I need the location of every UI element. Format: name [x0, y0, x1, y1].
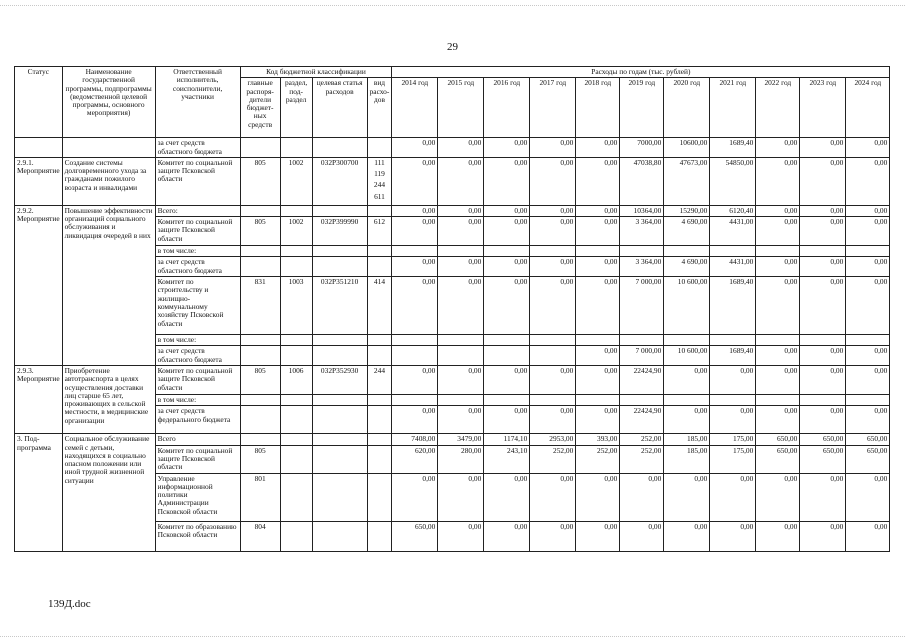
value-cell: 6120,40 — [710, 205, 756, 216]
value-cell: 650,00 — [800, 434, 846, 445]
value-cell: 7408,00 — [392, 434, 438, 445]
value-cell: 0,00 — [756, 521, 800, 551]
value-cell: 252,00 — [530, 445, 576, 473]
value-cell: 0,00 — [484, 365, 530, 394]
header-name: Наименование государственной программы, подпрограммы (ведомственной целевой программы, основного мероприятия) — [62, 67, 155, 138]
value-cell: 0,00 — [664, 406, 710, 434]
value-cell: 0,00 — [530, 217, 576, 246]
value-cell: 175,00 — [710, 434, 756, 445]
vr-code: 111 — [374, 157, 385, 167]
value-cell: 0,00 — [392, 157, 438, 205]
value-cell: 3479,00 — [438, 434, 484, 445]
executor-cell: Всего: — [155, 205, 240, 216]
value-cell: 0,00 — [800, 365, 846, 394]
value-cell: 0,00 — [846, 473, 890, 521]
header-executor: Ответственный исполнитель, соисполнители, участники — [155, 67, 240, 138]
value-cell: 0,00 — [710, 473, 756, 521]
value-cell: 0,00 — [484, 406, 530, 434]
value-cell: 0,00 — [484, 277, 530, 335]
status-cell — [15, 138, 63, 158]
header-year: 2022 год — [756, 78, 800, 138]
value-cell: 650,00 — [846, 445, 890, 473]
status-cell: 2.9.3. Мероприятие — [15, 365, 63, 433]
vr-code: 611 — [374, 191, 385, 201]
value-cell: 0,00 — [846, 346, 890, 366]
grbs-cell: 804 — [240, 521, 280, 551]
value-cell: 252,00 — [620, 445, 664, 473]
value-cell: 0,00 — [846, 277, 890, 335]
header-year: 2023 год — [800, 78, 846, 138]
header-expenses: Расходы по годам (тыс. рублей) — [392, 67, 890, 78]
value-cell: 0,00 — [392, 365, 438, 394]
table-row — [15, 138, 890, 158]
value-cell: 0,00 — [530, 406, 576, 434]
header-csr: целевая статья расходов — [312, 78, 367, 138]
grbs-cell: 801 — [240, 473, 280, 521]
executor-cell: за счет средств федерального бюджета — [155, 406, 240, 434]
value-cell: 0,00 — [576, 138, 620, 158]
executor-cell: за счет средств областного бюджета — [155, 257, 240, 277]
value-cell: 0,00 — [392, 205, 438, 216]
name-cell: Создание системы долговременного ухода за гражданами пожилого возраста и инвалидами — [62, 157, 155, 205]
name-cell: Социальное обслуживание семей с детьми, находящихся в социально опасном положении или иной трудной жизненной ситуации — [62, 434, 155, 551]
header-razdel: раздел, под-раздел — [280, 78, 312, 138]
value-cell: 0,00 — [576, 205, 620, 216]
header-status: Статус — [15, 67, 63, 138]
value-cell: 0,00 — [576, 346, 620, 366]
value-cell: 0,00 — [530, 257, 576, 277]
value-cell: 0,00 — [438, 521, 484, 551]
value-cell: 0,00 — [846, 521, 890, 551]
value-cell: 0,00 — [530, 473, 576, 521]
vr-cell: 414 — [367, 277, 392, 335]
value-cell: 0,00 — [484, 521, 530, 551]
value-cell: 0,00 — [392, 473, 438, 521]
header-year: 2016 год — [484, 78, 530, 138]
value-cell: 0,00 — [664, 521, 710, 551]
value-cell: 393,00 — [576, 434, 620, 445]
value-cell: 175,00 — [710, 445, 756, 473]
value-cell: 280,00 — [438, 445, 484, 473]
executor-cell: Комитет по строительству и жилищно-коммунальному хозяйству Псковской области — [155, 277, 240, 335]
value-cell: 15290,00 — [664, 205, 710, 216]
value-cell: 0,00 — [664, 473, 710, 521]
value-cell: 0,00 — [576, 521, 620, 551]
table-row — [15, 434, 890, 445]
value-cell: 22424,90 — [620, 406, 664, 434]
value-cell: 0,00 — [392, 138, 438, 158]
value-cell: 0,00 — [530, 365, 576, 394]
value-cell: 22424,90 — [620, 365, 664, 394]
value-cell: 0,00 — [438, 138, 484, 158]
value-cell: 0,00 — [576, 157, 620, 205]
value-cell: 0,00 — [800, 217, 846, 246]
value-cell: 0,00 — [846, 406, 890, 434]
value-cell: 0,00 — [846, 157, 890, 205]
grbs-cell: 805 — [240, 217, 280, 246]
razdel-cell: 1002 — [280, 217, 312, 246]
value-cell: 0,00 — [576, 365, 620, 394]
executor-cell: за счет средств областного бюджета — [155, 138, 240, 158]
value-cell: 0,00 — [530, 205, 576, 216]
value-cell: 0,00 — [800, 157, 846, 205]
name-cell — [62, 138, 155, 158]
value-cell: 0,00 — [846, 257, 890, 277]
value-cell: 1689,40 — [710, 138, 756, 158]
header-grbs: главные распоря-дители бюджет-ных средств — [240, 78, 280, 138]
grbs-cell: 805 — [240, 157, 280, 205]
value-cell: 4431,00 — [710, 257, 756, 277]
executor-cell: в том числе: — [155, 246, 240, 257]
value-cell: 243,10 — [484, 445, 530, 473]
scan-edge-top — [0, 5, 905, 6]
value-cell: 0,00 — [756, 277, 800, 335]
value-cell — [392, 346, 438, 366]
value-cell: 0,00 — [530, 157, 576, 205]
value-cell: 650,00 — [756, 445, 800, 473]
value-cell: 650,00 — [756, 434, 800, 445]
value-cell: 3 364,00 — [620, 217, 664, 246]
value-cell: 0,00 — [438, 406, 484, 434]
value-cell: 0,00 — [756, 138, 800, 158]
executor-cell: Комитет по социальной защите Псковской области — [155, 365, 240, 394]
status-cell: 3. Под-программа — [15, 434, 63, 551]
value-cell: 0,00 — [438, 365, 484, 394]
value-cell: 0,00 — [800, 277, 846, 335]
grbs-cell: 805 — [240, 365, 280, 394]
value-cell: 10364,00 — [620, 205, 664, 216]
executor-cell: Всего — [155, 434, 240, 445]
value-cell: 10 600,00 — [664, 277, 710, 335]
executor-cell: в том числе: — [155, 335, 240, 346]
value-cell: 0,00 — [438, 473, 484, 521]
header-year: 2014 год — [392, 78, 438, 138]
vr-code: 244 — [373, 180, 386, 190]
csr-cell: 032P352930 — [312, 365, 367, 394]
value-cell: 0,00 — [484, 473, 530, 521]
csr-cell: 032P351210 — [312, 277, 367, 335]
razdel-cell: 1002 — [280, 157, 312, 205]
value-cell: 0,00 — [392, 217, 438, 246]
value-cell: 0,00 — [756, 157, 800, 205]
value-cell: 650,00 — [392, 521, 438, 551]
header-year: 2024 год — [846, 78, 890, 138]
value-cell: 650,00 — [800, 445, 846, 473]
header-kbk: Код бюджетной классификации — [240, 67, 392, 78]
value-cell: 0,00 — [530, 521, 576, 551]
value-cell: 252,00 — [576, 445, 620, 473]
value-cell: 1689,40 — [710, 346, 756, 366]
value-cell: 0,00 — [620, 473, 664, 521]
value-cell: 4 690,00 — [664, 257, 710, 277]
value-cell: 0,00 — [756, 257, 800, 277]
executor-cell: Комитет по социальной защите Псковской области — [155, 445, 240, 473]
value-cell: 0,00 — [438, 157, 484, 205]
value-cell: 0,00 — [438, 205, 484, 216]
value-cell: 4431,00 — [710, 217, 756, 246]
executor-cell: Комитет по социальной защите Псковской области — [155, 157, 240, 205]
value-cell: 0,00 — [576, 406, 620, 434]
value-cell: 0,00 — [800, 406, 846, 434]
value-cell: 7 000,00 — [620, 277, 664, 335]
value-cell: 47038,80 — [620, 157, 664, 205]
value-cell: 0,00 — [800, 257, 846, 277]
table-row — [15, 205, 890, 216]
budget-table — [14, 66, 890, 552]
header-year: 2021 год — [710, 78, 756, 138]
grbs-cell: 831 — [240, 277, 280, 335]
value-cell: 0,00 — [800, 205, 846, 216]
value-cell: 0,00 — [576, 473, 620, 521]
table-row — [15, 157, 890, 205]
vr-cell: 612 — [367, 217, 392, 246]
value-cell: 650,00 — [846, 434, 890, 445]
value-cell: 0,00 — [800, 138, 846, 158]
value-cell: 0,00 — [664, 365, 710, 394]
value-cell: 47673,00 — [664, 157, 710, 205]
header-year: 2020 год — [664, 78, 710, 138]
razdel-cell: 1003 — [280, 277, 312, 335]
value-cell: 0,00 — [800, 473, 846, 521]
document-filename: 139Д.doc — [48, 598, 91, 610]
vr-code: 119 — [374, 169, 385, 179]
value-cell — [530, 346, 576, 366]
razdel-cell: 1006 — [280, 365, 312, 394]
value-cell: 0,00 — [530, 138, 576, 158]
value-cell: 1174,10 — [484, 434, 530, 445]
value-cell: 0,00 — [484, 138, 530, 158]
value-cell: 0,00 — [438, 257, 484, 277]
header-year: 2017 год — [530, 78, 576, 138]
value-cell: 0,00 — [756, 205, 800, 216]
value-cell: 0,00 — [484, 257, 530, 277]
executor-cell: Комитет по образованию Псковской области — [155, 521, 240, 551]
value-cell: 0,00 — [756, 365, 800, 394]
value-cell — [484, 346, 530, 366]
name-cell: Повышение эффективности организаций социального обслуживания и ликвидация очередей в них — [62, 205, 155, 365]
value-cell: 0,00 — [530, 277, 576, 335]
value-cell — [438, 346, 484, 366]
grbs-cell: 805 — [240, 445, 280, 473]
value-cell: 0,00 — [392, 277, 438, 335]
executor-cell: в том числе: — [155, 394, 240, 405]
value-cell: 54850,00 — [710, 157, 756, 205]
value-cell: 10 600,00 — [664, 346, 710, 366]
header-year: 2019 год — [620, 78, 664, 138]
header-vr: вид расхо-дов — [367, 78, 392, 138]
value-cell: 4 690,00 — [664, 217, 710, 246]
value-cell: 0,00 — [710, 521, 756, 551]
value-cell: 1689,40 — [710, 277, 756, 335]
value-cell: 0,00 — [846, 205, 890, 216]
status-cell: 2.9.2. Мероприятие — [15, 205, 63, 365]
value-cell: 0,00 — [576, 257, 620, 277]
value-cell: 185,00 — [664, 445, 710, 473]
value-cell: 0,00 — [484, 217, 530, 246]
value-cell: 0,00 — [576, 277, 620, 335]
value-cell: 2953,00 — [530, 434, 576, 445]
value-cell: 0,00 — [710, 365, 756, 394]
value-cell: 0,00 — [756, 406, 800, 434]
value-cell: 0,00 — [710, 406, 756, 434]
table-row — [15, 365, 890, 394]
value-cell: 620,00 — [392, 445, 438, 473]
value-cell: 252,00 — [620, 434, 664, 445]
executor-cell: Комитет по социальной защите Псковской области — [155, 217, 240, 246]
name-cell: Приобретение автотранспорта в целях осуществления доставки лиц старше 65 лет, проживающих в сельской местности, в медицинские организации — [62, 365, 155, 433]
value-cell: 0,00 — [846, 138, 890, 158]
value-cell: 185,00 — [664, 434, 710, 445]
scan-edge-bottom — [0, 636, 905, 637]
value-cell: 0,00 — [846, 217, 890, 246]
value-cell: 0,00 — [846, 365, 890, 394]
value-cell: 7 000,00 — [620, 346, 664, 366]
header-year: 2018 год — [576, 78, 620, 138]
header-year: 2015 год — [438, 78, 484, 138]
vr-cell: 244 — [367, 365, 392, 394]
executor-cell: Управление информационной политики Администрации Псковской области — [155, 473, 240, 521]
value-cell: 0,00 — [756, 346, 800, 366]
value-cell: 0,00 — [800, 521, 846, 551]
value-cell: 0,00 — [438, 217, 484, 246]
csr-cell: 032P399990 — [312, 217, 367, 246]
executor-cell: за счет средств областного бюджета — [155, 346, 240, 366]
value-cell: 0,00 — [392, 406, 438, 434]
value-cell: 3 364,00 — [620, 257, 664, 277]
value-cell: 0,00 — [484, 157, 530, 205]
value-cell: 0,00 — [438, 277, 484, 335]
value-cell: 0,00 — [756, 473, 800, 521]
value-cell: 10600,00 — [664, 138, 710, 158]
value-cell: 0,00 — [576, 217, 620, 246]
status-cell: 2.9.1. Мероприятие — [15, 157, 63, 205]
page-number: 29 — [447, 41, 458, 53]
vr-cell — [367, 157, 392, 205]
csr-cell: 032P300700 — [312, 157, 367, 205]
value-cell: 0,00 — [800, 346, 846, 366]
value-cell: 0,00 — [756, 217, 800, 246]
value-cell: 0,00 — [484, 205, 530, 216]
value-cell: 0,00 — [392, 257, 438, 277]
value-cell: 0,00 — [620, 521, 664, 551]
value-cell: 7000,00 — [620, 138, 664, 158]
